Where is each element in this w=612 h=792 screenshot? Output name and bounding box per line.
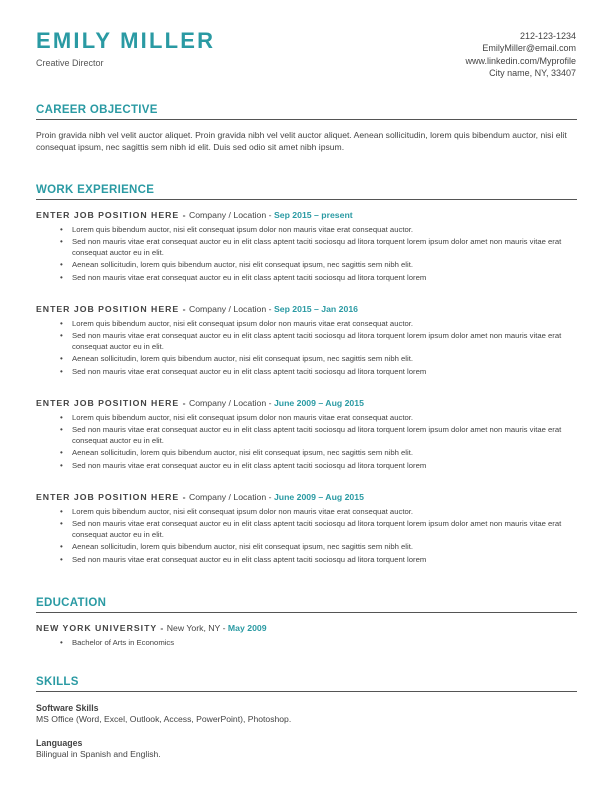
education-bullet-list [36, 638, 577, 648]
school-location: New York, NY - [166, 623, 226, 633]
job-bullet-list [36, 225, 577, 283]
section-title-objective: CAREER OBJECTIVE [36, 104, 577, 120]
school-name: NEW YORK UNIVERSITY - [36, 623, 165, 633]
section-title-experience: WORK EXPERIENCE [36, 184, 577, 200]
degree: • Bachelor of Arts in Economics [72, 638, 577, 648]
job-company: Company / Location - [188, 398, 272, 408]
job-position: ENTER JOB POSITION HERE - [36, 492, 187, 502]
candidate-role: Creative Director [36, 58, 104, 68]
job-entry [36, 492, 577, 567]
job-entry [36, 398, 577, 473]
section-title-education: EDUCATION [36, 597, 577, 613]
job-bullet: • Lorem quis bibendum auctor, nisi elit consequat ipsum dolor non mauris vitae erat consequat auctor. [72, 225, 577, 235]
job-bullet: • Sed non mauris vitae erat consequat auctor eu in elit class aptent taciti sociosqu ad litora torquent lorem [72, 461, 577, 471]
job-dates: Sep 2015 – present [273, 210, 353, 220]
job-position: ENTER JOB POSITION HERE - [36, 398, 187, 408]
skill-group-label: Languages [36, 738, 83, 748]
objective-text: Proin gravida nibh vel velit auctor aliquet. Proin gravida nibh vel velit auctor aliquet. Aenean sollicitudin, lorem quis bibendum auctor, nisi elit consequat ipsum, nec sagittis sem nibh id elit. Duis sed odio sit amet nibh ipsum. [36, 130, 567, 152]
skill-group-label: Software Skills [36, 703, 99, 713]
candidate-name: EMILY MILLER [36, 28, 216, 53]
job-dates: June 2009 – Aug 2015 [273, 398, 364, 408]
job-bullet: • Lorem quis bibendum auctor, nisi elit consequat ipsum dolor non mauris vitae erat consequat auctor. [72, 319, 577, 329]
job-bullet: • Sed non mauris vitae erat consequat auctor eu in elit class aptent taciti sociosqu ad litora torquent lorem [72, 555, 577, 565]
skill-group [36, 738, 577, 759]
job-company: Company / Location - [188, 492, 272, 502]
job-position: ENTER JOB POSITION HERE - [36, 210, 187, 220]
job-heading [36, 304, 577, 315]
job-dates: June 2009 – Aug 2015 [273, 492, 364, 502]
graduation-date: May 2009 [227, 623, 267, 633]
job-bullet: • Sed non mauris vitae erat consequat auctor eu in elit class aptent taciti sociosqu ad litora torquent lorem ipsum dolor amet non mauris vitae erat consequat auctor eu in elit. [72, 237, 577, 257]
job-bullet: • Lorem quis bibendum auctor, nisi elit consequat ipsum dolor non mauris vitae erat consequat auctor. [72, 507, 577, 517]
contact-location: City name, NY, 33407 [489, 67, 576, 78]
job-bullet: • Sed non mauris vitae erat consequat auctor eu in elit class aptent taciti sociosqu ad litora torquent lorem [72, 273, 577, 283]
job-bullet: • Sed non mauris vitae erat consequat auctor eu in elit class aptent taciti sociosqu ad litora torquent lorem [72, 367, 577, 377]
section-title-skills: SKILLS [36, 676, 577, 692]
education-entry [36, 623, 577, 650]
job-company: Company / Location - [188, 210, 272, 220]
job-position: ENTER JOB POSITION HERE - [36, 304, 187, 314]
job-heading [36, 492, 577, 503]
contact-email[interactable]: EmilyMiller@email.com [482, 43, 576, 54]
contact-linkedin[interactable]: www.linkedin.com/Myprofile [465, 55, 576, 66]
job-heading [36, 210, 577, 221]
job-bullet-list [36, 413, 577, 471]
contact-phone: 212-123-1234 [519, 31, 576, 41]
job-bullet: • Aenean sollicitudin, lorem quis bibendum auctor, nisi elit consequat ipsum, nec sagittis sem nibh elit. [72, 260, 577, 270]
job-bullet: • Aenean sollicitudin, lorem quis bibendum auctor, nisi elit consequat ipsum, nec sagittis sem nibh elit. [72, 542, 577, 552]
skill-group [36, 703, 577, 724]
job-bullet: • Lorem quis bibendum auctor, nisi elit consequat ipsum dolor non mauris vitae erat consequat auctor. [72, 413, 577, 423]
job-bullet: • Aenean sollicitudin, lorem quis bibendum auctor, nisi elit consequat ipsum, nec sagittis sem nibh elit. [72, 354, 577, 364]
skill-group-text: MS Office (Word, Excel, Outlook, Access, PowerPoint), Photoshop. [36, 714, 292, 724]
job-bullet-list [36, 319, 577, 377]
job-dates: Sep 2015 – Jan 2016 [273, 304, 358, 314]
job-bullet: • Sed non mauris vitae erat consequat auctor eu in elit class aptent taciti sociosqu ad litora torquent lorem ipsum dolor amet non mauris vitae erat consequat auctor eu in elit. [72, 331, 577, 351]
job-entry [36, 304, 577, 379]
job-entry [36, 210, 577, 285]
skill-group-text: Bilingual in Spanish and English. [36, 749, 161, 759]
contact-block [465, 30, 576, 79]
job-bullet: • Aenean sollicitudin, lorem quis bibendum auctor, nisi elit consequat ipsum, nec sagittis sem nibh elit. [72, 448, 577, 458]
job-bullet: • Sed non mauris vitae erat consequat auctor eu in elit class aptent taciti sociosqu ad litora torquent lorem ipsum dolor amet non mauris vitae erat consequat auctor eu in elit. [72, 519, 577, 539]
job-heading [36, 398, 577, 409]
education-heading [36, 623, 577, 634]
job-company: Company / Location - [188, 304, 272, 314]
job-bullet-list [36, 507, 577, 565]
job-bullet: • Sed non mauris vitae erat consequat auctor eu in elit class aptent taciti sociosqu ad litora torquent lorem ipsum dolor amet non mauris vitae erat consequat auctor eu in elit. [72, 425, 577, 445]
